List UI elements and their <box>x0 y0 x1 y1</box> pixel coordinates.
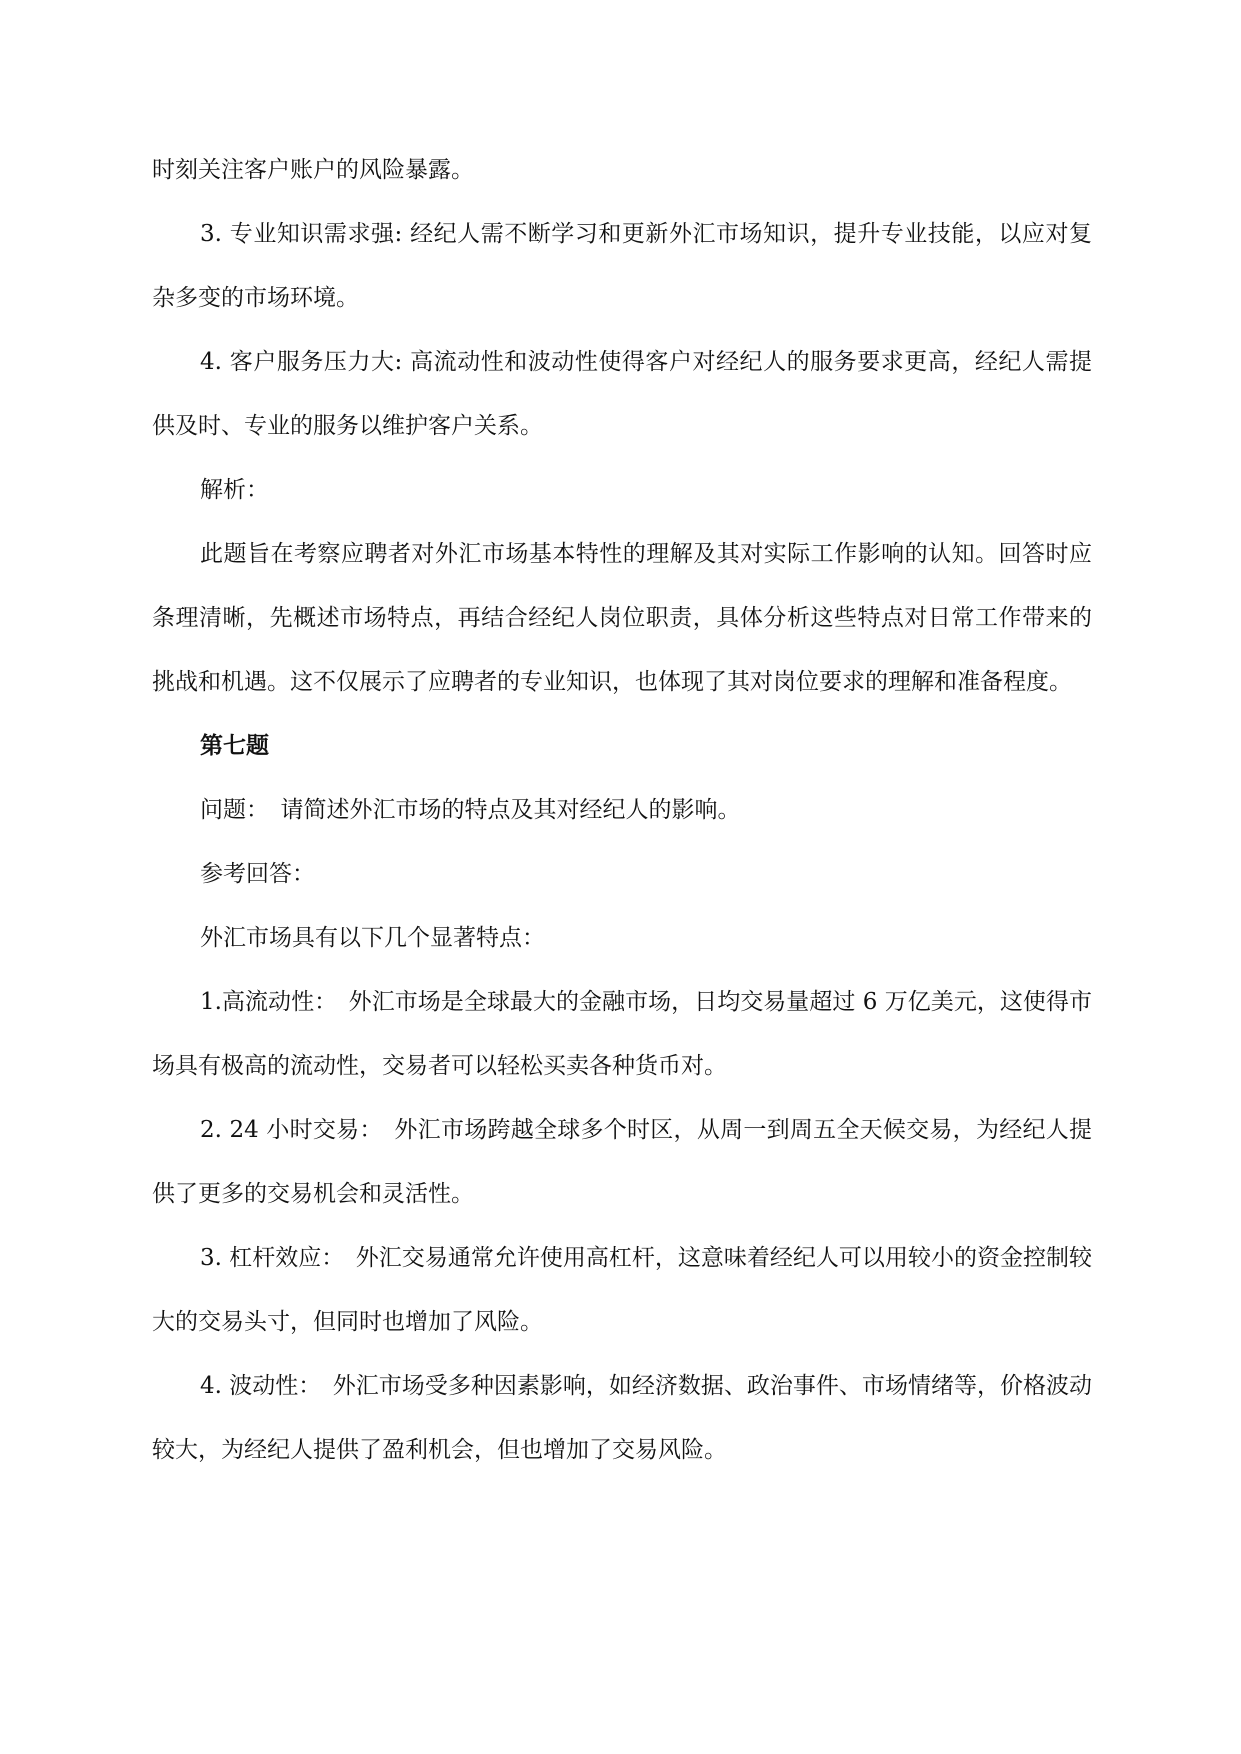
analysis-label: 解析： <box>200 477 269 503</box>
section-heading: 第七题 <box>200 732 269 759</box>
feature-volatility: 4. 波动性： 外汇市场受多种因素影响，如经济数据、政治事件、市场情绪等，价格波动较大，为经纪人提供了盈利机会，但也增加了交易风险。 <box>152 1373 1092 1463</box>
feature-leverage: 3. 杠杆效应： 外汇交易通常允许使用高杠杆，这意味着经纪人可以用较小的资金控制较大的交易头寸，但同时也增加了风险。 <box>152 1245 1092 1335</box>
reference-answer-label: 参考回答： <box>200 861 315 887</box>
feature-24h-trading: 2. 24 小时交易： 外汇市场跨越全球多个时区，从周一到周五全天候交易，为经纪人提供了更多的交易机会和灵活性。 <box>152 1117 1092 1207</box>
document-body <box>152 138 1092 1482</box>
paragraph-point-3: 3. 专业知识需求强: 经纪人需不断学习和更新外汇市场知识，提升专业技能，以应对复杂多变的市场环境。 <box>152 221 1092 311</box>
feature-liquidity: 1.高流动性： 外汇市场是全球最大的金融市场，日均交易量超过 6 万亿美元，这使得市场具有极高的流动性，交易者可以轻松买卖各种货币对。 <box>152 989 1092 1079</box>
paragraph-point-4: 4. 客户服务压力大: 高流动性和波动性使得客户对经纪人的服务要求更高，经纪人需提供及时、专业的服务以维护客户关系。 <box>152 349 1092 439</box>
paragraph-continuation: 时刻关注客户账户的风险暴露。 <box>152 157 474 183</box>
analysis-paragraph: 此题旨在考察应聘者对外汇市场基本特性的理解及其对实际工作影响的认知。回答时应条理清晰，先概述市场特点，再结合经纪人岗位职责，具体分析这些特点对日常工作带来的挑战和机遇。这不仅展示了应聘者的专业知识，也体现了其对岗位要求的理解和准备程度。 <box>152 541 1092 695</box>
features-intro: 外汇市场具有以下几个显著特点： <box>200 925 545 951</box>
question-paragraph: 问题： 请简述外汇市场的特点及其对经纪人的影响。 <box>200 797 741 823</box>
